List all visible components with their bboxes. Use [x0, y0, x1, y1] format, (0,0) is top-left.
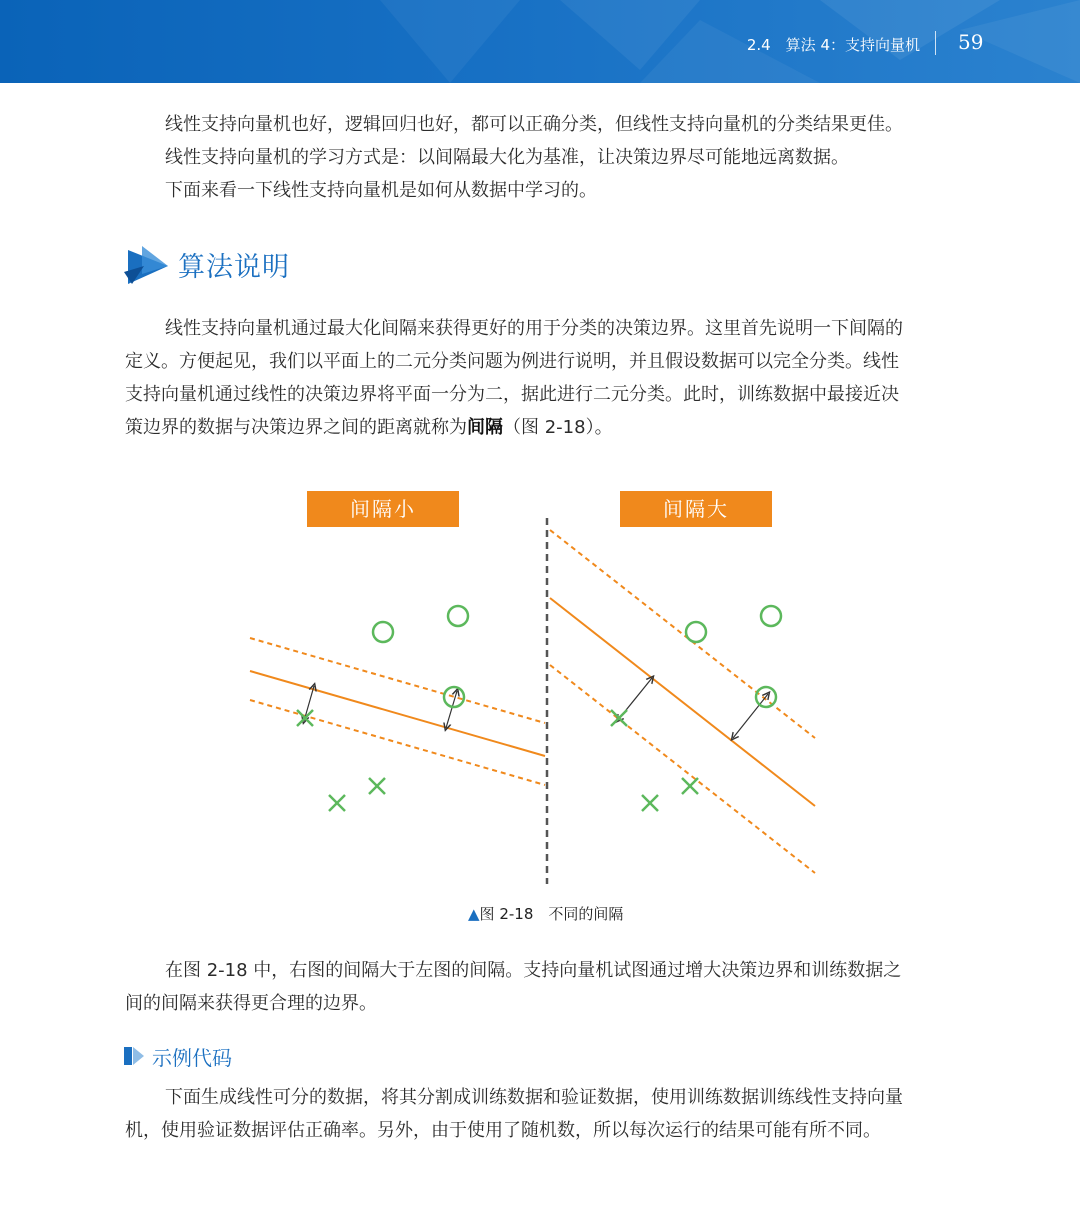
label-large-margin: 间隔大: [620, 491, 772, 527]
code-intro-paragraph: [125, 1081, 980, 1147]
bar-marker-icon: [124, 1047, 146, 1067]
class-cross-point: [329, 795, 345, 811]
text-line: 线性支持向量机也好，逻辑回归也好，都可以正确分类，但线性支持向量机的分类结果更佳。: [165, 114, 903, 135]
class-circle-point: [444, 687, 464, 707]
after-figure-paragraph: [125, 954, 980, 1020]
class-circle-point: [761, 606, 781, 626]
label-small-margin: 间隔小: [307, 491, 459, 527]
class-circle-point: [373, 622, 393, 642]
text-line: 下面来看一下线性支持向量机是如何从数据中学习的。: [165, 180, 597, 201]
margin-line: [550, 530, 815, 738]
section-title: 算法说明: [178, 252, 290, 283]
figure-plot: [240, 488, 830, 888]
term-margin: 间隔: [467, 417, 503, 438]
figure-margin-comparison: [240, 488, 830, 888]
class-circle-point: [686, 622, 706, 642]
text-line: 支持向量机通过线性的决策边界将平面一分为二，据此进行二元分类。此时，训练数据中最接近决: [125, 384, 899, 405]
figure-caption: ▲图 2-18 不同的间隔: [468, 905, 624, 923]
subsection-title: 示例代码: [152, 1046, 232, 1070]
right-panel: [550, 530, 815, 873]
explanation-paragraph: [125, 312, 980, 444]
class-cross-point: [682, 778, 698, 794]
text-line: 机，使用验证数据评估正确率。另外，由于使用了随机数，所以每次运行的结果可能有所不同。: [125, 1120, 881, 1141]
text-line: 间的间隔来获得更合理的边界。: [125, 993, 377, 1014]
class-cross-point: [611, 710, 627, 726]
left-panel: [250, 606, 545, 811]
margin-line: [250, 638, 545, 723]
text-line: 在图 2-18 中，右图的间隔大于左图的间隔。支持向量机试图通过增大决策边界和训练数据之: [165, 960, 902, 981]
page-number: 59: [958, 30, 984, 54]
caption-triangle-icon: ▲: [468, 905, 480, 923]
margin-arrow: [733, 694, 768, 738]
intro-paragraph: [125, 108, 980, 207]
class-circle-point: [448, 606, 468, 626]
class-cross-point: [642, 795, 658, 811]
text-line: 下面生成线性可分的数据，将其分割成训练数据和验证数据，使用训练数据训练线性支持向量: [165, 1087, 903, 1108]
text-line: 策边界的数据与决策边界之间的距离就称为间隔（图 2-18）。: [125, 417, 613, 438]
text-line: 定义。方便起见，我们以平面上的二元分类问题为例进行说明，并且假设数据可以完全分类。线性: [125, 351, 899, 372]
header-separator: [935, 31, 936, 55]
arrow-triangle-icon: [124, 244, 170, 286]
page-header: [0, 0, 1080, 83]
running-title: 2.4 算法 4：支持向量机: [746, 36, 920, 54]
text-line: 线性支持向量机的学习方式是：以间隔最大化为基准，让决策边界尽可能地远离数据。: [165, 147, 849, 168]
class-cross-point: [369, 778, 385, 794]
text-line: 线性支持向量机通过最大化间隔来获得更好的用于分类的决策边界。这里首先说明一下间隔的: [165, 318, 903, 339]
